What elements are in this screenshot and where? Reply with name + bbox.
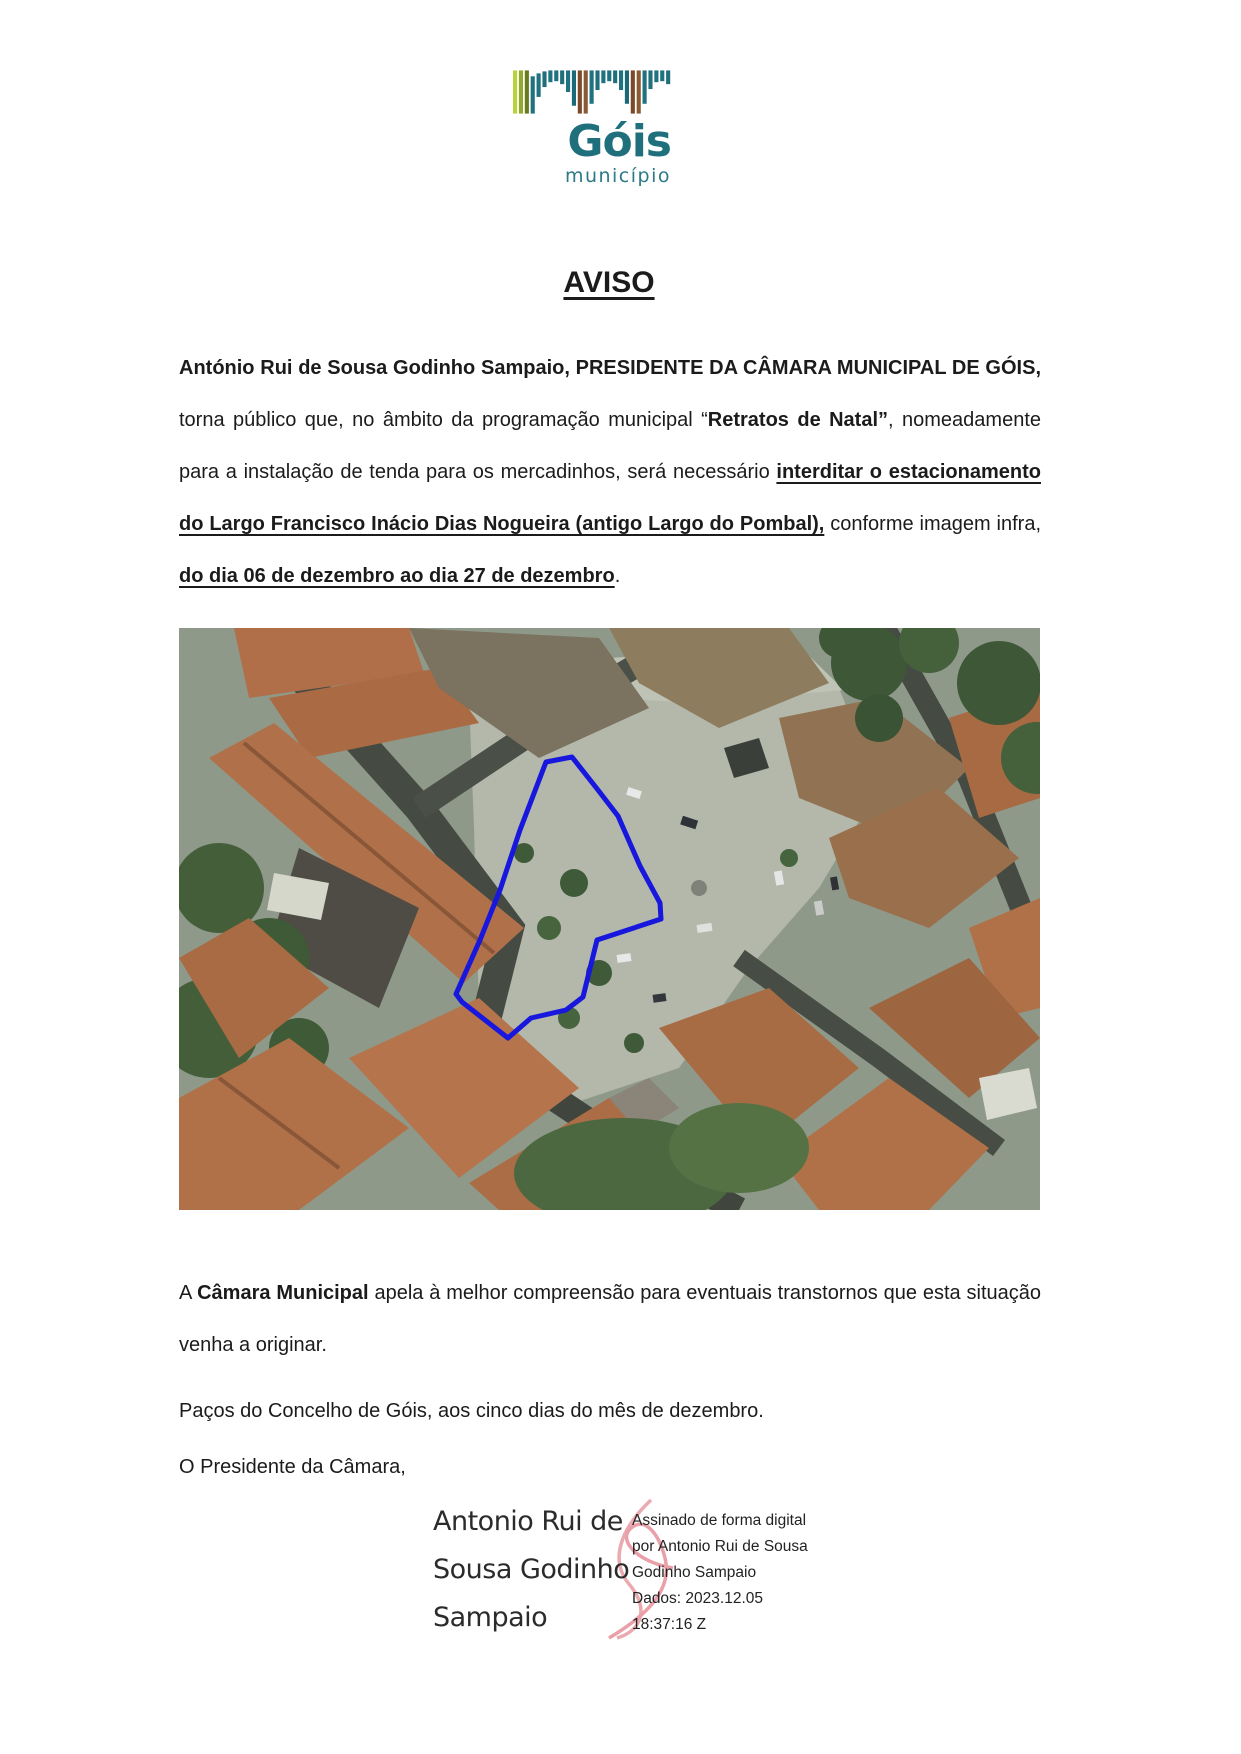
paragraph-main: [179, 342, 1041, 602]
paragraph-place-date: Paços do Concelho de Góis, aos cinco dias do mês de dezembro.: [179, 1400, 764, 1422]
p1-program-name: Retratos de Natal”: [707, 409, 889, 431]
signature-name-line: Antonio Rui de: [433, 1506, 623, 1537]
president-caption: O Presidente da Câmara,: [179, 1456, 406, 1478]
signature-note-line: Godinho Sampaio: [632, 1564, 757, 1581]
signature-name: [433, 1498, 663, 1642]
municipality-logo: [503, 70, 671, 187]
bridge-bars-icon: [513, 70, 671, 114]
signature-name-line: Sampaio: [433, 1602, 548, 1633]
p1-text-b: , nomeadamente para a instalação de tenda para os mercadinhos, será necessário: [179, 409, 1041, 483]
notice-title: AVISO: [563, 266, 655, 299]
logo-subtitle: município: [564, 165, 671, 187]
p2-text-b: apela à melhor compreensão para eventuais transtornos que esta situação venha a originar.: [179, 1282, 1042, 1356]
signature-note-line: Dados: 2023.12.05: [632, 1590, 763, 1607]
signature-note: [632, 1508, 852, 1638]
p1-text-a: torna público que, no âmbito da programação municipal “: [179, 409, 708, 431]
p2-municipality: Câmara Municipal: [197, 1282, 369, 1304]
signature-note-line: por Antonio Rui de Sousa: [632, 1538, 808, 1555]
digital-signature-block: [433, 1498, 993, 1678]
signature-note-line: 18:37:16 Z: [632, 1616, 707, 1633]
p1-date-range: do dia 06 de dezembro ao dia 27 de dezembro: [179, 565, 615, 587]
paragraph-appeal: [179, 1267, 1041, 1371]
p2-text-a: A: [179, 1282, 198, 1304]
signature-name-line: Sousa Godinho: [433, 1554, 630, 1585]
satellite-image: [179, 628, 1040, 1210]
logo-wordmark: Góis: [567, 116, 671, 167]
p1-text-c: conforme imagem infra,: [824, 513, 1041, 535]
p1-president-name: António Rui de Sousa Godinho Sampaio, PRESIDENTE DA CÂMARA MUNICIPAL DE GÓIS,: [179, 357, 1041, 379]
p1-interdiction-clause: interditar o estacionamento do Largo Francisco Inácio Dias Nogueira (antigo Largo do Pombal),: [179, 461, 1041, 535]
p1-text-d: .: [614, 565, 621, 587]
signature-note-line: Assinado de forma digital: [632, 1512, 807, 1529]
